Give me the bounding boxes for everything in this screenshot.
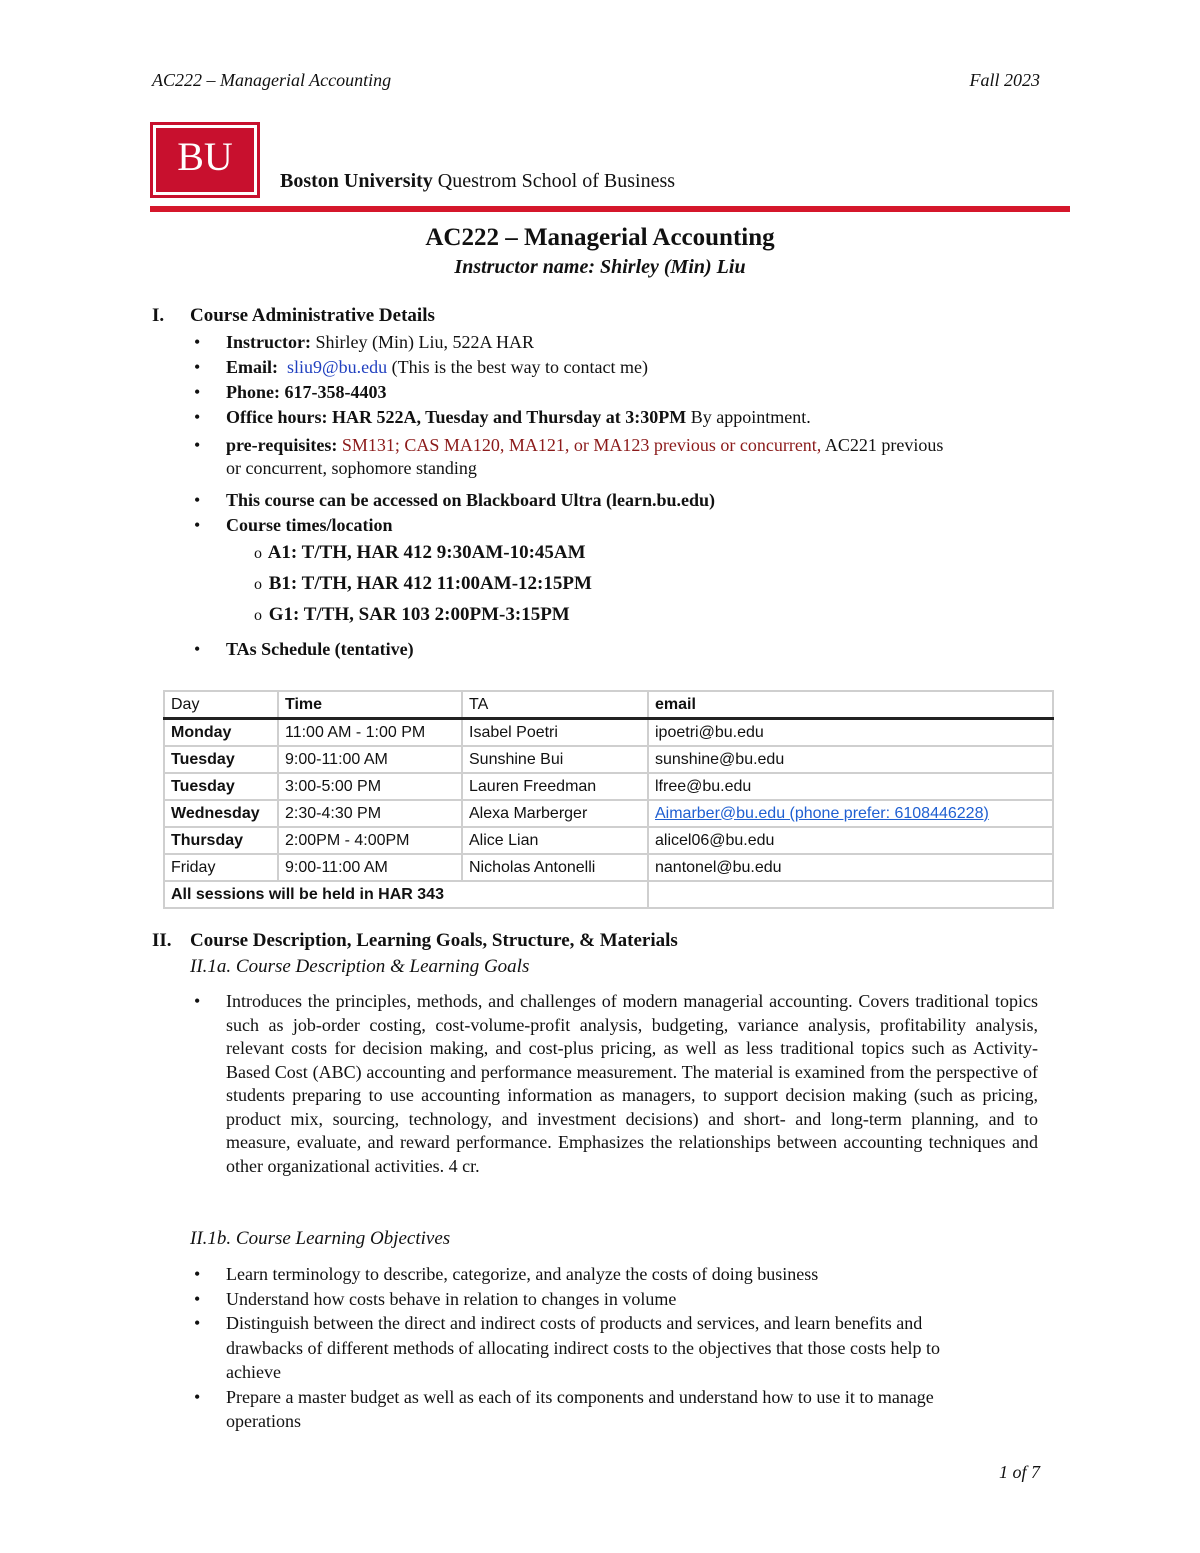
col-time: Time (278, 691, 462, 719)
course-time-item: o B1: T/TH, HAR 412 11:00AM-12:15PM (254, 573, 592, 594)
course-times-list (226, 538, 1050, 631)
col-ta: TA (462, 691, 648, 719)
cell-ta: Sunshine Bui (462, 746, 648, 773)
cell-day: Tuesday (164, 746, 278, 773)
university-name: Boston University (280, 170, 433, 192)
office-hours: Office hours: HAR 522A, Tuesday and Thursday at 3:30PM (226, 407, 687, 427)
course-time-b1: B1: T/TH, HAR 412 11:00AM-12:15PM (268, 573, 592, 594)
cell-time: 2:00PM - 4:00PM (278, 827, 462, 854)
table-footer-row (164, 881, 1053, 908)
list-item: • Learn terminology to describe, categorize, and analyze the costs of doing business (194, 1264, 819, 1284)
cell-ta: Nicholas Antonelli (462, 854, 648, 881)
table-row (164, 854, 1053, 881)
email-link[interactable]: sliu9@bu.edu (287, 357, 388, 377)
list-item: • Distinguish between the direct and indirect costs of products and services, and learn benefits and drawbacks of different methods of allocating indirect costs to the objectives that those costs help to achieve (194, 1313, 940, 1382)
instructor-label: Instructor: (226, 332, 311, 352)
cell-email-link[interactable]: Aimarber@bu.edu (phone prefer: 6108446228) (648, 800, 1053, 827)
header-course: AC222 – Managerial Accounting (152, 70, 392, 90)
list-item: • Office hours: HAR 522A, Tuesday and Thursday at 3:30PM By appointment. (194, 407, 811, 427)
table-row (164, 719, 1053, 747)
list-item: • Course times/location o A1: T/TH, HAR 412 9:30AM-10:45AM o B1: T/TH, HAR 412 11:00AM-12:15PM o G1: T/TH, SAR 103 2:00PM-3:15PM (190, 513, 1050, 631)
instructor-subtitle: Instructor name: Shirley (Min) Liu (454, 256, 746, 278)
blackboard-note: This course can be accessed on Blackboard Ultra (learn.bu.edu) (226, 490, 716, 510)
course-time-g1: G1: T/TH, SAR 103 2:00PM-3:15PM (268, 604, 570, 625)
prereq-label: pre-requisites: (226, 435, 338, 455)
table-row (164, 773, 1053, 800)
learning-objectives-list (190, 1262, 990, 1434)
list-item: • Understand how costs behave in relation to changes in volume (194, 1288, 677, 1309)
cell-day: Monday (164, 719, 278, 747)
cell-email: ipoetri@bu.edu (648, 719, 1053, 747)
col-day: Day (164, 691, 278, 719)
cell-ta: Alice Lian (462, 827, 648, 854)
cell-time: 3:00-5:00 PM (278, 773, 462, 800)
cell-ta: Alexa Marberger (462, 800, 648, 827)
cell-day: Thursday (164, 827, 278, 854)
course-time-item: o A1: T/TH, HAR 412 9:30AM-10:45AM (254, 542, 586, 563)
course-time-a1: A1: T/TH, HAR 412 9:30AM-10:45AM (267, 542, 586, 563)
cell-email: sunshine@bu.edu (648, 746, 1053, 773)
header-divider (150, 206, 1070, 212)
cell-day: Tuesday (164, 773, 278, 800)
cell-email: nantonel@bu.edu (648, 854, 1053, 881)
prereq-rest-1: AC221 previous (824, 435, 944, 455)
office-hours-note: By appointment. (690, 407, 811, 427)
cell-day: Friday (164, 854, 278, 881)
table-row (164, 800, 1053, 827)
bu-logo (150, 122, 260, 198)
phone: Phone: 617-358-4403 (226, 382, 387, 402)
section-2-heading (152, 930, 678, 952)
instructor-value: Shirley (Min) Liu, 522A HAR (315, 332, 534, 352)
course-time-item: o G1: T/TH, SAR 103 2:00PM-3:15PM (254, 604, 570, 625)
list-item: • Phone: 617-358-4403 (194, 382, 387, 402)
section-2-title: Course Description, Learning Goals, Structure, & Materials (190, 930, 678, 951)
cell-time: 9:00-11:00 AM (278, 854, 462, 881)
course-description (190, 990, 1038, 1178)
bullet: • (194, 991, 201, 1011)
table-header-row (164, 691, 1053, 719)
objective-text: Distinguish between the direct and indirect costs of products and services, and learn benefits and drawbacks of different methods of allocating indirect costs to the objectives that those costs help to achieve (226, 1313, 940, 1382)
school-name: Questrom School of Business (437, 170, 676, 192)
objective-text: Prepare a master budget as well as each of its components and understand how to use it to manage operations (226, 1386, 934, 1431)
subsection-2-1a-heading: II.1a. Course Description & Learning Goals (190, 956, 530, 977)
email-label: Email: (226, 357, 278, 377)
list-item: • This course can be accessed on Blackboard Ultra (learn.bu.edu) (194, 490, 716, 510)
header-term: Fall 2023 (969, 70, 1040, 90)
ta-schedule-table (163, 690, 1054, 909)
page-number: 1 of 7 (998, 1462, 1040, 1482)
course-times-label: Course times/location (226, 515, 393, 535)
cell-empty (648, 881, 1053, 908)
col-email: email (648, 691, 1053, 719)
email-note: (This is the best way to contact me) (391, 357, 649, 377)
cell-time: 11:00 AM - 1:00 PM (278, 719, 462, 747)
cell-email: lfree@bu.edu (648, 773, 1053, 800)
list-item: • pre-requisites: SM131; CAS MA120, MA121, or MA123 previous or concurrent, AC221 previous or concurrent, sophomore standing (194, 435, 944, 478)
admin-details-list (190, 330, 1050, 662)
objective-text: Understand how costs behave in relation to changes in volume (226, 1288, 677, 1309)
cell-time: 2:30-4:30 PM (278, 800, 462, 827)
ta-schedule-label: TAs Schedule (tentative) (226, 639, 414, 659)
page-title: AC222 – Managerial Accounting (425, 224, 775, 251)
table-row (164, 827, 1053, 854)
section-2-number: II. (152, 930, 172, 951)
list-item: • TAs Schedule (tentative) (194, 639, 414, 659)
section-1-heading (152, 305, 435, 327)
cell-ta: Isabel Poetri (462, 719, 648, 747)
prereq-courses: SM131; CAS MA120, MA121, or MA123 previous or concurrent, (341, 435, 822, 455)
prereq-rest-2: or concurrent, sophomore standing (226, 458, 477, 478)
section-1-number: I. (152, 305, 165, 326)
table-row (164, 746, 1053, 773)
cell-day: Wednesday (164, 800, 278, 827)
objective-text: Learn terminology to describe, categorize, and analyze the costs of doing business (226, 1264, 819, 1284)
list-item: • Instructor: Shirley (Min) Liu, 522A HAR (194, 332, 534, 352)
list-item: • Prepare a master budget as well as each of its components and understand how to use it to manage operations (194, 1386, 934, 1431)
course-description-text: Introduces the principles, methods, and challenges of modern managerial accounting. Covers traditional topics such as job-order costing, cost-volume-profit analysis, budgeting, variance analysis, profitability analysis, relevant costs for decision making, and cost-plus pricing, as well as less traditional topics such as Activity-Based Cost (ABC) accounting and performance measurement. The material is examined from the perspective of students preparing to use accounting information as managers, to support decision making (such as pricing, product mix, sourcing, technology, and investment decisions) and short- and long-term planning, and to measure, evaluate, and reward performance. Emphasizes the relationships between accounting techniques and other organizational activities. 4 cr. (226, 991, 1038, 1176)
cell-time: 9:00-11:00 AM (278, 746, 462, 773)
school-line (280, 170, 675, 193)
cell-ta: Lauren Freedman (462, 773, 648, 800)
cell-email: alicel06@bu.edu (648, 827, 1053, 854)
section-1-title: Course Administrative Details (190, 305, 435, 326)
subsection-2-1b-heading: II.1b. Course Learning Objectives (190, 1228, 451, 1249)
sessions-location-note: All sessions will be held in HAR 343 (164, 881, 648, 908)
bu-logo-text: BU (156, 128, 254, 192)
list-item: • Email: sliu9@bu.edu (This is the best way to contact me) (194, 357, 649, 377)
